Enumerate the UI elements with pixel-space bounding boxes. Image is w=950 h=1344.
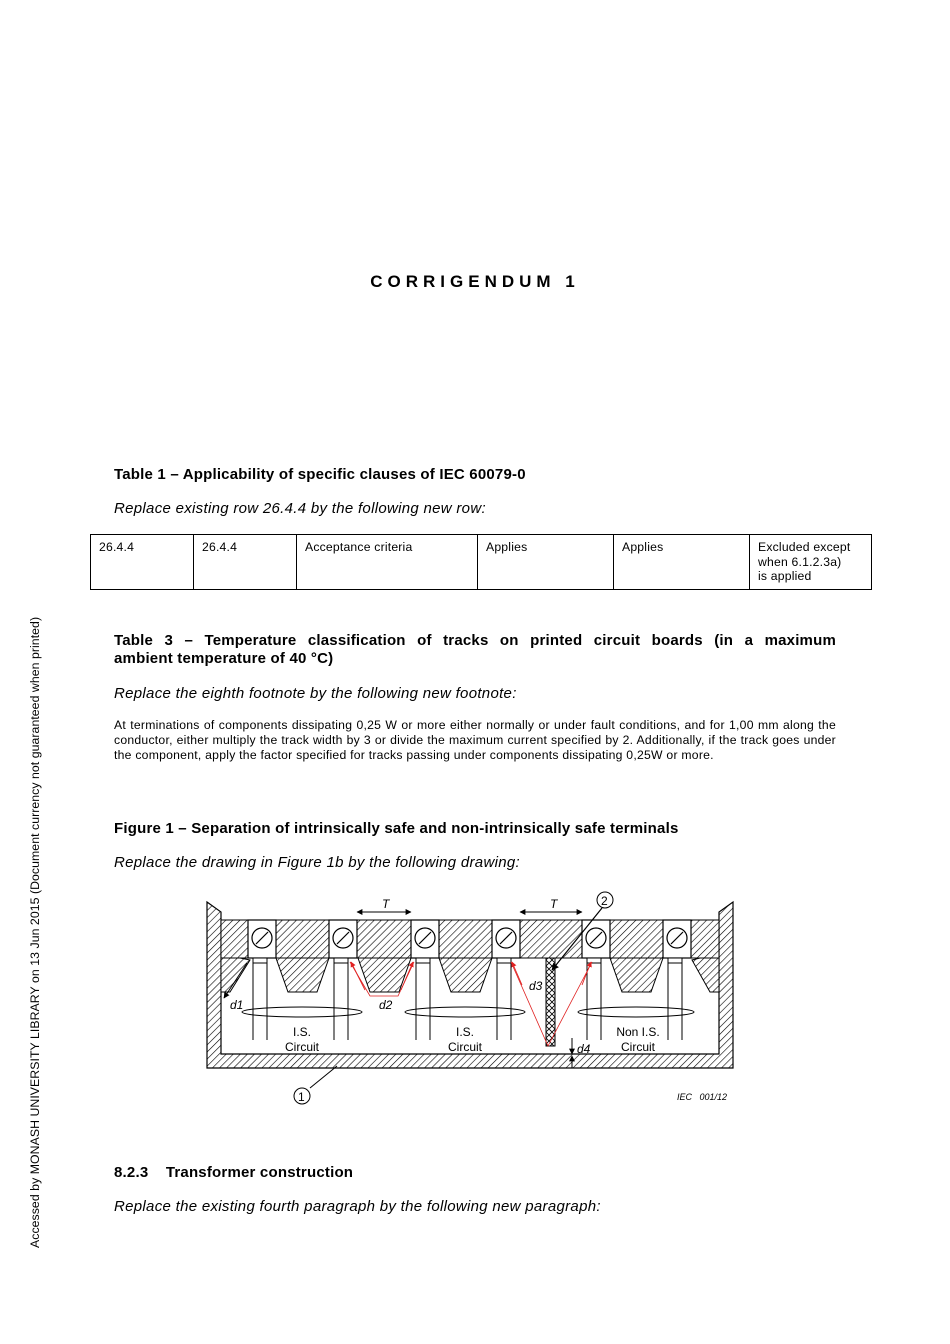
- table3-heading: Table 3 – Temperature classification of tracks on printed circuit boards (in a maximum: [114, 632, 836, 649]
- table1-heading: Table 1 – Applicability of specific clauses of IEC 60079-0: [114, 466, 526, 483]
- page-title: CORRIGENDUM 1: [370, 272, 580, 291]
- table3-heading-cont: ambient temperature of 40 °C): [114, 650, 334, 667]
- iec-reference: IEC 001/12: [677, 1092, 728, 1102]
- circuit-label: Circuit: [447, 1040, 483, 1054]
- access-note: Accessed by MONASH UNIVERSITY LIBRARY on 13 Jun 2015 (Document currency not guaranteed when printed): [28, 616, 42, 1248]
- insulation-bar: [221, 920, 719, 958]
- cell-line: is applied: [758, 569, 812, 583]
- cell-line: when 6.1.2.3a): [758, 554, 842, 569]
- figure1-instruction: Replace the drawing in Figure 1b by the following drawing:: [114, 854, 520, 871]
- section-heading: 8.2.3 Transformer construction: [114, 1164, 354, 1181]
- cell-line: Excluded except: [758, 540, 851, 554]
- distance-label: d4: [577, 1042, 591, 1056]
- callout-label: 1: [298, 1090, 305, 1104]
- table-cell: Applies: [478, 535, 614, 590]
- partition: [546, 958, 555, 1046]
- table3-instruction: Replace the eighth footnote by the following new footnote:: [114, 685, 517, 702]
- table-cell: Acceptance criteria: [297, 535, 478, 590]
- barrier: [276, 958, 329, 992]
- callout-label: 2: [601, 894, 608, 908]
- circuit-label: I.S.: [292, 1025, 312, 1039]
- barrier: [439, 958, 492, 992]
- section-instruction: Replace the existing fourth paragraph by the following new paragraph:: [114, 1198, 601, 1215]
- wall-piece: [221, 958, 250, 992]
- dim-label: T: [550, 897, 558, 911]
- circuit-label: Non I.S.: [616, 1025, 660, 1039]
- circuit-label: Circuit: [620, 1040, 656, 1054]
- distance-label: d3: [529, 979, 543, 993]
- distance-label: d2: [379, 998, 393, 1012]
- barrier: [610, 958, 663, 992]
- figure1-heading: Figure 1 – Separation of intrinsically safe and non-intrinsically safe terminals: [114, 820, 679, 837]
- table1-instruction: Replace existing row 26.4.4 by the following new row:: [114, 500, 486, 517]
- dim-label: T: [382, 897, 390, 911]
- barrier: [358, 958, 411, 992]
- wall-piece: [692, 958, 719, 992]
- table-cell: 26.4.4: [91, 535, 194, 590]
- circuit-label: Circuit: [284, 1040, 320, 1054]
- circuit-label: I.S.: [455, 1025, 475, 1039]
- circuit-ellipses: [242, 1007, 694, 1017]
- table-cell: Applies: [614, 535, 750, 590]
- table3-footnote: At terminations of components dissipating 0,25 W or more either normally or under fault conditions, and for 1,00 mm along the conductor, either multiply the track width by 3 or divide the maximum current specified by 2. Additionally, if the track goes under the component, apply the factor specified for tracks passing under components dissipating 0,25W or more.: [114, 718, 836, 762]
- distance-label: d1: [230, 998, 244, 1012]
- table-cell: 26.4.4: [194, 535, 297, 590]
